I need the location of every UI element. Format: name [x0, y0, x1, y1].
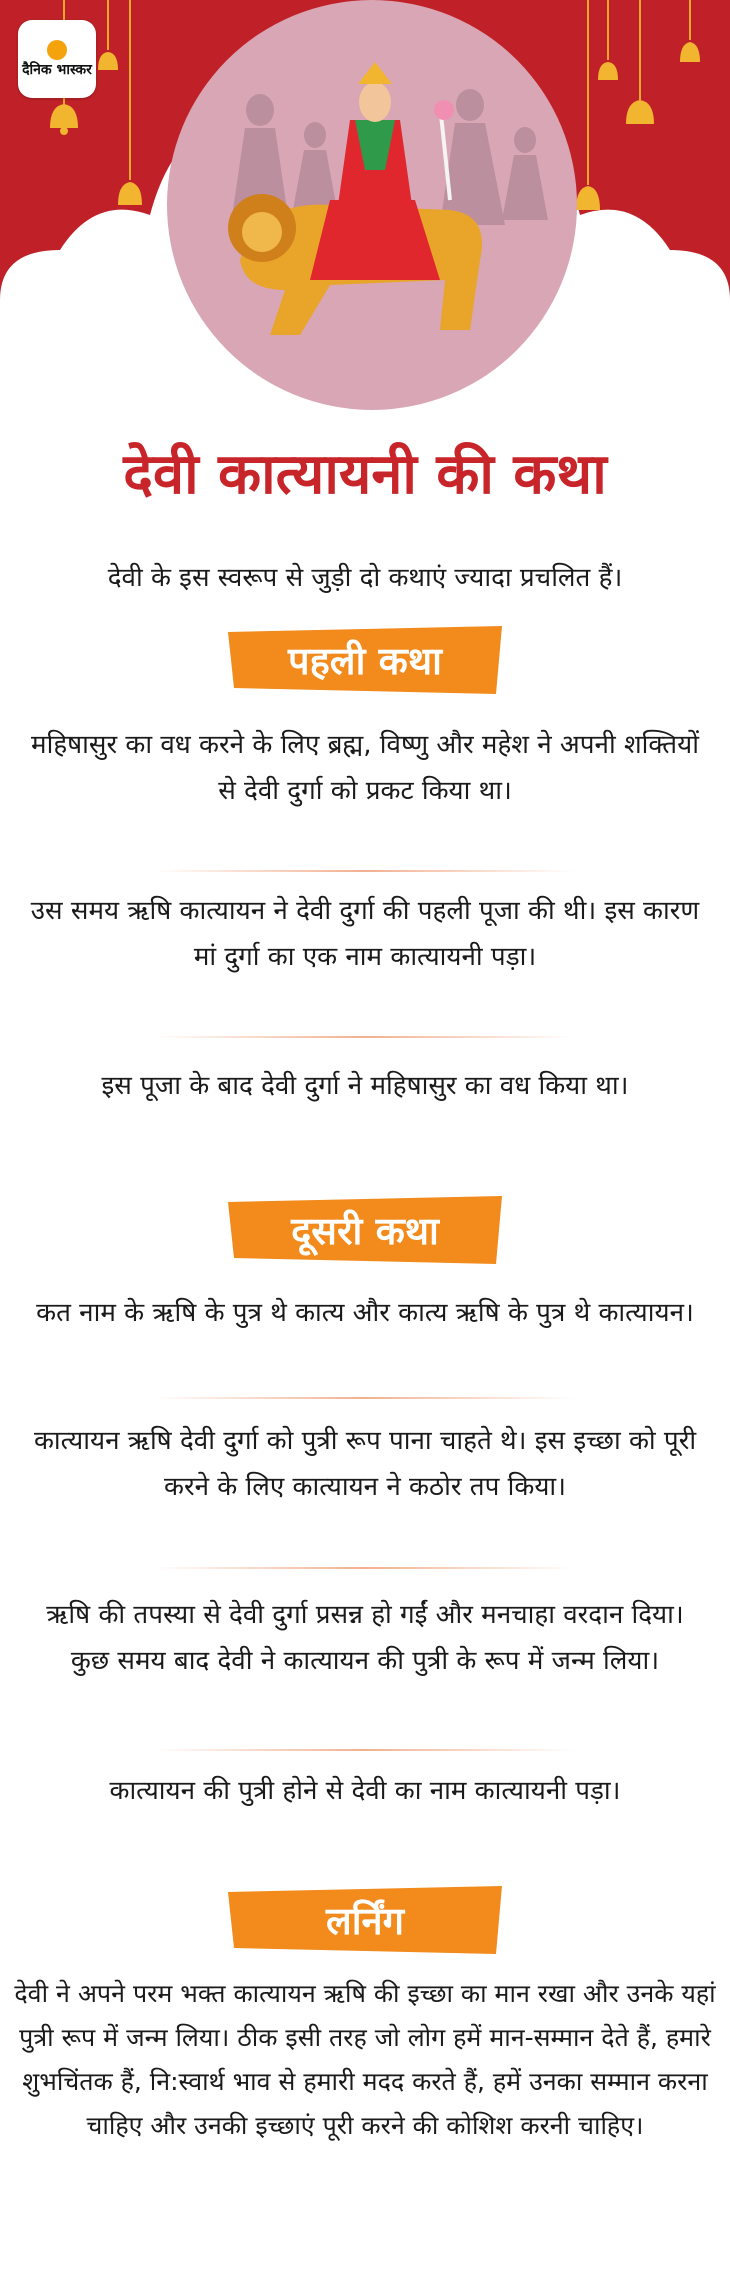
- section-heading-first-story: [228, 626, 502, 694]
- paragraph: उस समय ऋषि कात्यायन ने देवी दुर्गा की पहली पूजा की थी। इस कारण मां दुर्गा का एक नाम कात्यायनी पड़ा।: [30, 896, 700, 972]
- paragraph: कत नाम के ऋषि के पुत्र थे कात्य और कात्य ऋषि के पुत्र थे कात्यायन।: [36, 1298, 694, 1328]
- learning-text: देवी ने अपने परम भक्त कात्यायन ऋषि की इच्छा का मान रखा और उनके यहां पुत्री रूप में जन्म लिया। ठीक इसी तरह जो लोग हमें मान-सम्मान देते हैं, हमारे शुभचिंतक हैं, नि:स्वार्थ भाव से हमारी मदद करते हैं, हमें उनका सम्मान करना चाहिए और उनकी इच्छाएं पूरी करने की कोशिश करनी चाहिए।: [14, 1979, 716, 2140]
- section-heading-learning: [228, 1886, 502, 1954]
- paragraph: ऋषि की तपस्या से देवी दुर्गा प्रसन्न हो गईं और मनचाहा वरदान दिया। कुछ समय बाद देवी ने कात्यायन की पुत्री के रूप में जन्म लिया।: [46, 1600, 684, 1676]
- paragraph: इस पूजा के बाद देवी दुर्गा ने महिषासुर का वध किया था।: [101, 1071, 629, 1101]
- intro-text: देवी के इस स्वरूप से जुड़ी दो कथाएं ज्यादा प्रचलित हैं।: [107, 563, 623, 593]
- divider: [155, 1749, 575, 1751]
- brand-logo: [18, 20, 96, 98]
- page-title: देवी कात्यायनी की कथा: [123, 442, 607, 507]
- section-heading-label: लर्निंग: [325, 1899, 405, 1943]
- paragraph: कात्यायन ऋषि देवी दुर्गा को पुत्री रूप पाना चाहते थे। इस इच्छा को पूरी करने के लिए कात्यायन ने कठोर तप किया।: [33, 1426, 697, 1502]
- section-heading-label: पहली कथा: [288, 639, 442, 683]
- divider: [155, 1567, 575, 1569]
- divider: [155, 1397, 575, 1399]
- paragraph: महिषासुर का वध करने के लिए ब्रह्म, विष्णु और महेश ने अपनी शक्तियों से देवी दुर्गा को प्रकट किया था।: [31, 730, 699, 806]
- header-banner: [0, 0, 730, 420]
- divider: [155, 870, 575, 872]
- section-heading-label: दूसरी कथा: [291, 1209, 439, 1253]
- banner-illustration: [0, 0, 730, 420]
- divider: [155, 1036, 575, 1038]
- paragraph: कात्यायन की पुत्री होने से देवी का नाम कात्यायनी पड़ा।: [109, 1776, 621, 1806]
- section-heading-second-story: [228, 1196, 502, 1264]
- logo-sun-icon: [47, 40, 67, 60]
- logo-text: दैनिक भास्कर: [22, 62, 92, 78]
